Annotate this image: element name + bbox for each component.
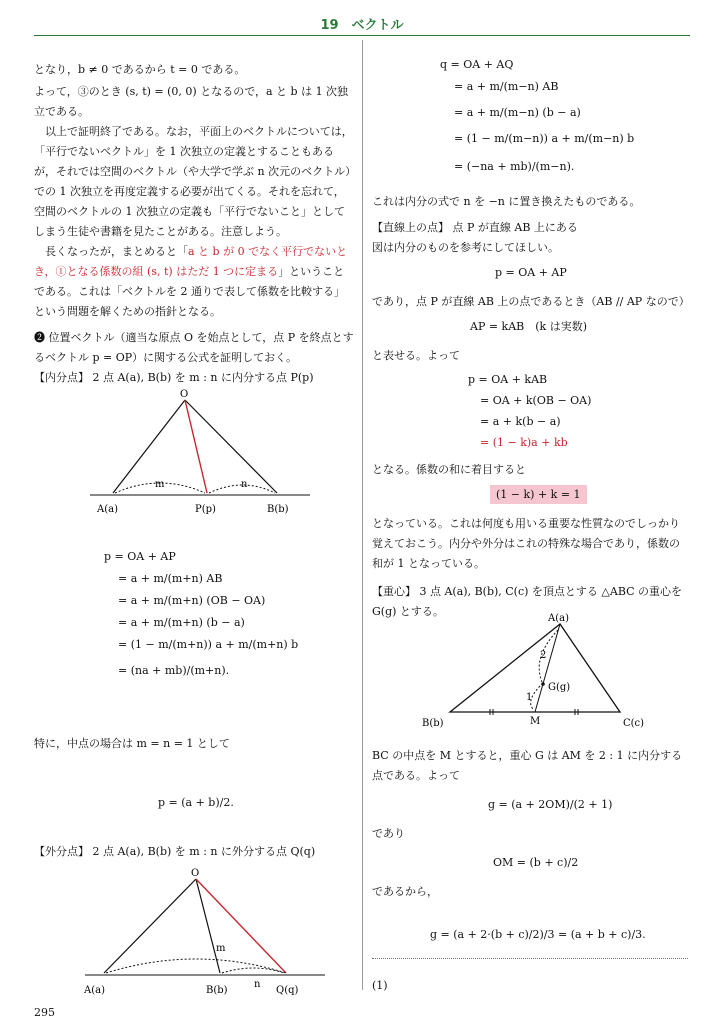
- line-p5: となっている。これは何度も用いる重要な性質なのでしっかり覚えておこう。内分や外分はこれの特殊な場合であり，係数の和が 1 となっている。: [372, 517, 680, 570]
- paragraph-2: よって，③のとき (s, t) = (0, 0) となるので，a と b は 1 次独立である。: [34, 85, 349, 118]
- label-1: 1: [526, 692, 533, 703]
- label-B: B(b): [267, 504, 289, 515]
- label-O: O: [191, 868, 200, 879]
- triangle-ABC: [450, 624, 620, 712]
- label-A: A(a): [84, 985, 105, 996]
- line-eq3-2: = OA + k(OB − OA): [480, 394, 592, 407]
- label-P: P(p): [195, 504, 216, 515]
- label-n: n: [254, 979, 261, 990]
- summary-lead: 長くなったが，まとめると「: [45, 245, 188, 258]
- label-n: n: [241, 479, 248, 490]
- paragraph-3: 以上で証明終了である。なお，平面上のベクトルについては，「平行でないベクトル」を 1 次独立の定義とすることもあるが，それでは空間のベクトル（や大学で学ぶ n 次元のベクトル）での 1 次独立を再度定義する必要が出てくる。それを忘れて，空間のベクトルの 1 次独立の定義も「平行でないこと」としてしまう生徒や書籍を見たことがある。注意しよう。: [34, 125, 353, 238]
- right-text-block-2: [372, 514, 690, 622]
- label-B: B(b): [206, 985, 228, 996]
- next-item-number: (1): [372, 979, 388, 992]
- outer-eq-1: q = OA + AQ: [440, 58, 514, 71]
- column-divider: [362, 40, 363, 990]
- label-A: A(a): [548, 613, 569, 624]
- inner-eq-3: = a + m/(m+n) (OB − OA): [118, 594, 266, 607]
- line-eq-1: p = OA + AP: [495, 266, 567, 279]
- line-title: 点 P が直線 AB 上にある: [452, 221, 578, 234]
- label-M: M: [530, 716, 541, 727]
- line-heading: [372, 218, 690, 238]
- header-rule: [34, 35, 690, 36]
- line-p3: と表せる。よって: [372, 349, 460, 362]
- line-p1: 図は内分のものを参考にしてほしい。: [372, 241, 559, 254]
- label-C: C(c): [623, 718, 645, 729]
- line-p4: となる。係数の和に着目すると: [372, 463, 526, 476]
- inner-equations: [104, 550, 298, 686]
- outer-eq-4: = (1 − m/(m−n)) a + m/(m−n) b: [454, 132, 635, 145]
- inner-eq-2: = a + m/(m+n) AB: [118, 572, 223, 585]
- outer-note: これは内分の式で n を −n に置き換えたものである。: [372, 195, 641, 208]
- line-eq3-1: p = OA + kAB: [468, 373, 548, 386]
- inner-eq-5: = (1 − m/(m+n)) a + m/(m+n) b: [118, 638, 299, 651]
- g-tag: 【重心】: [372, 585, 416, 598]
- outer-equations: [440, 58, 634, 186]
- label-G: G(g): [548, 682, 571, 693]
- g-eq-1: g = (a + 2OM)/(2 + 1): [488, 798, 613, 811]
- label-O: O: [180, 389, 189, 400]
- inner-eq-6: = (na + mb)/(m+n).: [118, 664, 230, 677]
- page-number: 295: [34, 1006, 55, 1019]
- coefficient-sum-box: [490, 488, 587, 501]
- g-p1: BC の中点を M とすると，重心 G は AM を 2 : 1 に内分する点である。よって: [372, 749, 683, 782]
- figure-external-division: [80, 865, 342, 1000]
- line-eq3-3: = a + k(b − a): [480, 415, 561, 428]
- g-p3: であるから，: [372, 885, 438, 898]
- arrow-OB: [185, 400, 277, 493]
- label-2: 2: [540, 650, 547, 661]
- outer-text: 2 点 A(a), B(b) を m : n に外分する点 Q(q): [92, 845, 316, 858]
- coefficient-sum: (1 − k) + k = 1: [490, 485, 587, 504]
- median-AM: [535, 624, 560, 712]
- line-eq-2: AP = kAB (k は実数): [470, 320, 587, 333]
- summary-tail: 」ということである。これは「ベクトルを 2 通りで表して係数を比較する」という問題を解くための指針となる。: [34, 265, 345, 318]
- dotted-separator: [372, 958, 688, 959]
- midpoint-text: 特に，中点の場合は m = n = 1 として: [34, 737, 230, 750]
- arrow-OA: [113, 400, 185, 493]
- line-tag: 【直線上の点】: [372, 221, 449, 234]
- outer-heading: [34, 842, 354, 862]
- label-B: B(b): [422, 718, 444, 729]
- g-text: 3 点 A(a), B(b), C(c) を頂点とする △ABC の重心を G(g) とする。: [372, 585, 683, 618]
- g-p2: であり: [372, 827, 405, 840]
- outer-eq-2: = a + m/(m−n) AB: [454, 80, 559, 93]
- arrow-OP: [185, 400, 207, 493]
- inner-eq-4: = a + m/(m+n) (b − a): [118, 616, 245, 629]
- inner-tag: 【内分点】: [34, 371, 89, 384]
- point-G: [541, 682, 545, 686]
- inner-eq-1: p = OA + AP: [104, 550, 176, 563]
- g-eq-2: OM = (b + c)/2: [493, 856, 579, 869]
- figure-centroid: [420, 612, 660, 737]
- chapter-header: 19 ベクトル: [320, 18, 404, 33]
- midpoint-equation: p = (a + b)/2.: [158, 796, 234, 809]
- left-text-block: [34, 60, 354, 388]
- paragraph-1: となり，b ≠ 0 であるから t = 0 である。: [34, 63, 246, 76]
- right-text-block-1: [372, 192, 690, 258]
- outer-tag: 【外分点】: [34, 845, 89, 858]
- label-m: m: [155, 479, 165, 490]
- inner-text: 2 点 A(a), B(b) を m : n に内分する点 P(p): [92, 371, 314, 384]
- line-eq3-4: = (1 − k)a + kb: [480, 436, 568, 449]
- outer-eq-5: = (−na + mb)/(m−n).: [454, 160, 575, 173]
- figure-internal-division: [85, 385, 335, 520]
- label-m: m: [216, 943, 226, 954]
- summary-highlight: a と b が 0 でなく平行でないとき，①となる係数の組 (s, t) はただ 1 つに定まる: [34, 245, 348, 278]
- g-eq-3: g = (a + 2·(b + c)/2)/3 = (a + b + c)/3.: [430, 928, 646, 941]
- paragraph-5: ❷ 位置ベクトル（適当な原点 O を始点として，点 P を終点とするベクトル p = OP）に関する公式を証明しておく。: [34, 331, 354, 364]
- label-A: A(a): [97, 504, 118, 515]
- label-Q: Q(q): [276, 985, 299, 996]
- line-p2: であり，点 P が直線 AB 上の点であるとき（AB // AP なので）: [372, 295, 690, 308]
- arrow-OB: [196, 879, 220, 973]
- outer-eq-3: = a + m/(m−n) (b − a): [454, 106, 581, 119]
- line-equations: [468, 373, 591, 457]
- paragraph-4: [34, 242, 354, 322]
